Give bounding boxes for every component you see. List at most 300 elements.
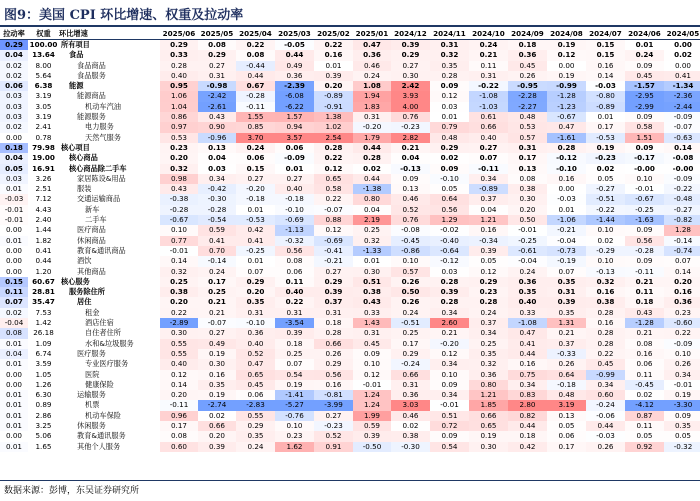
table-row: [0, 277, 700, 287]
mom-value-cell: 0.20: [198, 431, 236, 441]
weight-cell: 7.53: [35, 307, 52, 317]
weight-cell: 8.00: [35, 60, 52, 70]
mom-value-cell: 0.10: [275, 421, 314, 431]
mom-value-cell: -0.19: [547, 256, 586, 266]
mom-value-cell: 0.38: [391, 431, 430, 441]
mom-value-cell: 0.20: [160, 153, 198, 163]
mom-value-cell: -0.17: [625, 153, 664, 163]
column-header: 2024/07: [586, 28, 625, 40]
mom-value-cell: 0.65: [314, 174, 353, 184]
pull-rate-cell: 0.01: [0, 411, 28, 421]
mom-value-cell: -0.14: [664, 236, 700, 246]
table-row: [0, 215, 700, 225]
mom-value-cell: -0.61: [508, 246, 547, 256]
mom-value-cell: -0.10: [547, 164, 586, 174]
mom-value-cell: -0.24: [391, 359, 430, 369]
mom-value-cell: 0.19: [547, 40, 586, 51]
mom-value-cell: 0.10: [586, 256, 625, 266]
mom-value-cell: 0.13: [547, 411, 586, 421]
mom-value-cell: -1.41: [275, 390, 314, 400]
mom-value-cell: 0.11: [625, 287, 664, 297]
mom-value-cell: 0.02: [391, 421, 430, 431]
mom-value-cell: 0.16: [664, 287, 700, 297]
mom-value-cell: -0.89: [586, 102, 625, 112]
mom-value-cell: 0.12: [547, 50, 586, 60]
mom-value-cell: 0.31: [391, 380, 430, 390]
mom-value-cell: 0.09: [625, 112, 664, 122]
mom-value-cell: -0.18: [547, 380, 586, 390]
mom-value-cell: 0.76: [391, 112, 430, 122]
mom-value-cell: -0.21: [547, 225, 586, 235]
item-label: 能源商品: [77, 91, 106, 101]
table-row: [0, 184, 700, 194]
column-header: 拉动率: [0, 28, 28, 40]
mom-value-cell: 0.28: [586, 339, 625, 349]
mom-value-cell: 0.42: [236, 225, 275, 235]
mom-value-cell: -0.53: [236, 215, 275, 225]
pull-rate-cell: 0.00: [0, 267, 28, 277]
mom-value-cell: 0.50: [508, 215, 547, 225]
mom-value-cell: 0.26: [586, 442, 625, 452]
mom-value-cell: 0.53: [160, 133, 198, 143]
mom-value-cell: 0.77: [160, 236, 198, 246]
pull-rate-cell: 0.04: [0, 153, 28, 163]
mom-value-cell: 1.62: [275, 442, 314, 452]
mom-value-cell: -0.01: [353, 380, 391, 390]
mom-value-cell: -0.28: [625, 246, 664, 256]
mom-value-cell: 0.47: [353, 40, 391, 51]
item-label: 食品服务: [77, 70, 106, 80]
item-label: 服装: [77, 184, 92, 194]
column-header: 2025/04: [236, 28, 275, 40]
mom-value-cell: -0.63: [664, 133, 700, 143]
item-label: 水和&垃圾服务: [85, 338, 134, 348]
table-row: [0, 40, 700, 51]
mom-value-cell: 0.35: [236, 297, 275, 307]
mom-value-cell: 0.30: [198, 359, 236, 369]
table-row: [0, 246, 700, 256]
table-row: [0, 411, 700, 421]
mom-value-cell: 0.26: [314, 349, 353, 359]
mom-value-cell: 0.16: [508, 359, 547, 369]
mom-value-cell: 0.34: [198, 174, 236, 184]
mom-value-cell: 0.35: [236, 431, 275, 441]
weight-cell: 7.12: [35, 194, 52, 204]
mom-value-cell: 0.14: [160, 256, 198, 266]
mom-value-cell: -0.09: [275, 153, 314, 163]
mom-value-cell: 0.11: [625, 370, 664, 380]
mom-value-cell: -0.25: [236, 246, 275, 256]
mom-value-cell: 0.46: [391, 194, 430, 204]
mom-value-cell: -2.61: [198, 102, 236, 112]
mom-value-cell: -1.23: [547, 102, 586, 112]
mom-value-cell: -0.42: [198, 184, 236, 194]
item-label: 医疗商品: [77, 225, 106, 235]
mom-value-cell: 0.04: [391, 153, 430, 163]
mom-value-cell: -0.07: [664, 122, 700, 132]
mom-value-cell: -0.51: [586, 194, 625, 204]
mom-value-cell: 0.40: [508, 297, 547, 307]
mom-value-cell: -0.96: [198, 133, 236, 143]
weight-cell: 79.98: [32, 142, 55, 152]
mom-value-cell: -0.53: [586, 133, 625, 143]
mom-value-cell: 0.28: [314, 143, 353, 153]
mom-value-cell: 0.22: [664, 328, 700, 338]
mom-value-cell: 0.49: [198, 339, 236, 349]
mom-value-cell: 2.80: [508, 400, 547, 410]
mom-value-cell: 0.53: [508, 122, 547, 132]
mom-value-cell: 0.15: [236, 164, 275, 174]
mom-value-cell: -0.54: [198, 215, 236, 225]
mom-value-cell: 0.27: [275, 174, 314, 184]
mom-value-cell: 0.18: [625, 297, 664, 307]
mom-value-cell: -0.20: [353, 122, 391, 132]
mom-value-cell: 0.15: [586, 50, 625, 60]
mom-value-cell: 0.70: [198, 246, 236, 256]
mom-value-cell: 0.16: [314, 50, 353, 60]
mom-value-cell: -1.61: [547, 133, 586, 143]
mom-value-cell: -1.38: [353, 184, 391, 194]
mom-value-cell: 0.34: [664, 370, 700, 380]
mom-value-cell: 0.39: [469, 246, 508, 256]
mom-value-cell: 1.31: [547, 318, 586, 328]
pull-rate-cell: 0.00: [0, 246, 28, 256]
mom-value-cell: 0.21: [625, 328, 664, 338]
mom-value-cell: 0.24: [391, 308, 430, 318]
mom-value-cell: 0.17: [160, 421, 198, 431]
mom-value-cell: 0.25: [160, 277, 198, 287]
mom-value-cell: 0.34: [469, 174, 508, 184]
mom-value-cell: 0.22: [275, 297, 314, 307]
mom-value-cell: 0.36: [508, 277, 547, 287]
mom-value-cell: -0.11: [236, 102, 275, 112]
mom-value-cell: 0.07: [664, 256, 700, 266]
item-label: 核心项目: [61, 142, 90, 152]
mom-value-cell: -0.25: [508, 236, 547, 246]
mom-value-cell: 0.38: [508, 184, 547, 194]
mom-value-cell: -0.98: [198, 81, 236, 91]
figure-title: 图9：美国 CPI 环比增速、权重及拉动率: [4, 8, 244, 23]
table-body: [0, 40, 700, 452]
mom-value-cell: 0.67: [236, 81, 275, 91]
mom-value-cell: 0.36: [236, 328, 275, 338]
table-row: [0, 267, 700, 277]
column-header: 环比增速: [59, 28, 160, 40]
mom-value-cell: 0.88: [314, 215, 353, 225]
pull-rate-cell: 0.00: [0, 225, 28, 235]
mom-value-cell: 3.03: [391, 400, 430, 410]
mom-value-cell: 0.28: [586, 308, 625, 318]
mom-value-cell: 0.10: [160, 225, 198, 235]
weight-cell: 4.43: [35, 204, 52, 214]
mom-value-cell: 0.40: [160, 359, 198, 369]
mom-value-cell: -0.07: [198, 318, 236, 328]
weight-cell: 1.09: [35, 338, 52, 348]
footer-rule: [0, 480, 700, 481]
mom-value-cell: 0.44: [236, 71, 275, 81]
mom-value-cell: -0.30: [198, 194, 236, 204]
mom-value-cell: 0.12: [430, 349, 469, 359]
mom-value-cell: 0.45: [586, 359, 625, 369]
mom-value-cell: 0.35: [547, 277, 586, 287]
mom-value-cell: 0.06: [236, 153, 275, 163]
mom-value-cell: 1.24: [353, 390, 391, 400]
weight-cell: 2.51: [35, 184, 52, 194]
table-row: [0, 81, 700, 91]
mom-value-cell: 0.29: [430, 143, 469, 153]
mom-value-cell: 0.41: [236, 236, 275, 246]
table-row: [0, 431, 700, 441]
mom-value-cell: -0.89: [314, 91, 353, 101]
mom-value-cell: -3.30: [664, 400, 700, 410]
table-row: [0, 442, 700, 452]
mom-value-cell: -6.08: [275, 91, 314, 101]
mom-value-cell: 0.35: [508, 287, 547, 297]
table-row: [0, 91, 700, 101]
weight-cell: 1.26: [35, 379, 52, 389]
mom-value-cell: 0.32: [469, 359, 508, 369]
mom-value-cell: -0.23: [391, 122, 430, 132]
mom-value-cell: 0.09: [430, 380, 469, 390]
mom-value-cell: -0.29: [586, 246, 625, 256]
mom-value-cell: -5.27: [275, 400, 314, 410]
mom-value-cell: 0.27: [469, 143, 508, 153]
mom-value-cell: 0.22: [314, 40, 353, 51]
mom-value-cell: 0.07: [469, 153, 508, 163]
mom-value-cell: 0.25: [469, 339, 508, 349]
mom-value-cell: -0.13: [391, 164, 430, 174]
item-label: 健康保险: [85, 379, 114, 389]
item-label: 其他商品: [77, 266, 106, 276]
mom-value-cell: 0.28: [353, 153, 391, 163]
mom-value-cell: 0.38: [353, 287, 391, 297]
mom-value-cell: 0.31: [547, 287, 586, 297]
item-label: 能源服务: [77, 112, 106, 122]
mom-value-cell: 0.85: [236, 122, 275, 132]
mom-value-cell: 3.70: [236, 133, 275, 143]
mom-value-cell: 0.17: [198, 277, 236, 287]
mom-value-cell: 0.23: [469, 287, 508, 297]
mom-value-cell: 0.06: [275, 267, 314, 277]
item-label: 酒店住宿: [85, 318, 114, 328]
weight-cell: 3.05: [35, 101, 52, 111]
mom-value-cell: 0.22: [314, 194, 353, 204]
mom-value-cell: 0.30: [508, 194, 547, 204]
mom-value-cell: -3.99: [314, 400, 353, 410]
mom-value-cell: 0.42: [508, 442, 547, 452]
mom-value-cell: 0.72: [430, 421, 469, 431]
mom-value-cell: 0.11: [275, 277, 314, 287]
mom-value-cell: 0.25: [198, 287, 236, 297]
weight-cell: 0.89: [35, 400, 52, 410]
mom-value-cell: 0.12: [314, 164, 353, 174]
mom-value-cell: 0.47: [508, 328, 547, 338]
mom-value-cell: 0.33: [160, 50, 198, 60]
mom-value-cell: -1.06: [547, 215, 586, 225]
mom-value-cell: 0.23: [664, 308, 700, 318]
pull-rate-cell: 0.02: [0, 61, 28, 71]
mom-value-cell: 3.19: [547, 400, 586, 410]
mom-value-cell: 0.35: [198, 380, 236, 390]
mom-value-cell: -0.09: [664, 112, 700, 122]
mom-value-cell: 0.09: [625, 143, 664, 153]
mom-value-cell: -0.69: [275, 215, 314, 225]
weight-cell: 0.44: [35, 256, 52, 266]
item-label: 专业医疗服务: [85, 359, 129, 369]
mom-value-cell: 0.28: [430, 297, 469, 307]
table-row: [0, 339, 700, 349]
mom-value-cell: -0.41: [314, 246, 353, 256]
mom-value-cell: 0.09: [625, 256, 664, 266]
mom-value-cell: 0.24: [469, 40, 508, 51]
mom-value-cell: 0.24: [508, 267, 547, 277]
mom-value-cell: 0.16: [547, 174, 586, 184]
mom-value-cell: 0.35: [430, 61, 469, 71]
item-label: 机动车汽油: [85, 101, 121, 111]
mom-value-cell: 0.32: [586, 277, 625, 287]
mom-value-cell: 0.38: [160, 287, 198, 297]
mom-value-cell: -0.74: [664, 246, 700, 256]
mom-value-cell: 0.28: [586, 328, 625, 338]
mom-value-cell: 0.38: [586, 297, 625, 307]
cpi-table: [0, 28, 700, 452]
mom-value-cell: 0.44: [275, 50, 314, 60]
mom-value-cell: 0.39: [391, 40, 430, 51]
mom-value-cell: 0.10: [353, 359, 391, 369]
mom-value-cell: 0.65: [469, 421, 508, 431]
mom-value-cell: 0.25: [275, 349, 314, 359]
mom-value-cell: -0.23: [586, 153, 625, 163]
mom-value-cell: 0.36: [469, 370, 508, 380]
mom-value-cell: 0.57: [391, 267, 430, 277]
mom-value-cell: 0.66: [469, 122, 508, 132]
mom-value-cell: 0.19: [275, 380, 314, 390]
mom-value-cell: -0.45: [391, 236, 430, 246]
mom-value-cell: 0.98: [160, 174, 198, 184]
pull-rate-cell: 0.08: [0, 328, 28, 338]
mom-value-cell: 0.52: [314, 431, 353, 441]
mom-value-cell: 0.43: [353, 297, 391, 307]
pull-rate-cell: 0.01: [0, 236, 28, 246]
mom-value-cell: 0.06: [275, 143, 314, 153]
mom-value-cell: 0.12: [430, 91, 469, 101]
mom-value-cell: 0.36: [664, 297, 700, 307]
mom-value-cell: 0.27: [314, 267, 353, 277]
mom-value-cell: 0.05: [469, 256, 508, 266]
mom-value-cell: 0.02: [664, 50, 700, 60]
pull-rate-cell: 0.02: [0, 308, 28, 318]
mom-value-cell: 0.50: [391, 287, 430, 297]
mom-value-cell: -0.00: [625, 164, 664, 174]
mom-value-cell: 0.15: [586, 40, 625, 51]
weight-cell: 2.86: [35, 410, 52, 420]
weight-cell: 5.64: [35, 70, 52, 80]
weight-cell: 5.06: [35, 431, 52, 441]
table-row: [0, 50, 700, 60]
mom-value-cell: 0.03: [198, 164, 236, 174]
mom-value-cell: -1.03: [469, 102, 508, 112]
mom-value-cell: 0.03: [430, 102, 469, 112]
item-label: 其他个人服务: [77, 441, 121, 451]
pull-rate-cell: 0.00: [0, 256, 28, 266]
mom-value-cell: 0.39: [353, 431, 391, 441]
mom-value-cell: 0.18: [508, 40, 547, 51]
mom-value-cell: 0.48: [430, 133, 469, 143]
mom-value-cell: 0.14: [664, 143, 700, 153]
pull-rate-cell: 0.05: [0, 164, 28, 174]
mom-value-cell: -0.64: [430, 246, 469, 256]
item-label: 运输服务: [77, 390, 106, 400]
weight-cell: 2.41: [35, 122, 52, 132]
pull-rate-cell: -0.03: [0, 194, 28, 204]
mom-value-cell: 0.80: [469, 380, 508, 390]
mom-value-cell: 0.94: [275, 122, 314, 132]
source-note: 数据来源：彭博，东吴证券研究所: [4, 486, 140, 496]
mom-value-cell: -0.00: [664, 164, 700, 174]
mom-value-cell: 0.44: [508, 421, 547, 431]
mom-value-cell: 0.43: [625, 308, 664, 318]
mom-value-cell: -0.30: [391, 442, 430, 452]
mom-value-cell: 0.29: [160, 40, 198, 51]
mom-value-cell: -0.10: [236, 318, 275, 328]
mom-value-cell: 0.29: [314, 277, 353, 287]
mom-value-cell: -0.21: [314, 256, 353, 266]
pull-rate-cell: -0.01: [0, 205, 28, 215]
mom-value-cell: -2.28: [508, 91, 547, 101]
column-header: 2025/03: [275, 28, 314, 40]
table-row: [0, 421, 700, 431]
table-row: [0, 174, 700, 184]
mom-value-cell: 0.28: [469, 297, 508, 307]
mom-value-cell: 0.66: [469, 411, 508, 421]
table-row: [0, 287, 700, 297]
mom-value-cell: -0.03: [586, 431, 625, 441]
mom-value-cell: -0.11: [160, 400, 198, 410]
mom-value-cell: 0.32: [430, 50, 469, 60]
mom-value-cell: -0.01: [160, 246, 198, 256]
mom-value-cell: 0.29: [391, 50, 430, 60]
weight-cell: 3.19: [35, 91, 52, 101]
item-label: 核心服务: [61, 276, 90, 286]
weight-cell: 16.91: [32, 163, 55, 173]
mom-value-cell: 1.21: [469, 215, 508, 225]
mom-value-cell: -1.63: [625, 215, 664, 225]
item-label: 电力服务: [85, 122, 114, 132]
mom-value-cell: -0.40: [430, 236, 469, 246]
mom-value-cell: 0.16: [469, 225, 508, 235]
item-label: 食品: [69, 50, 84, 60]
mom-value-cell: -0.23: [314, 421, 353, 431]
mom-value-cell: 0.48: [508, 112, 547, 122]
mom-value-cell: 1.38: [314, 112, 353, 122]
weight-cell: 2.40: [35, 215, 52, 225]
mom-value-cell: -0.51: [391, 318, 430, 328]
mom-value-cell: -0.27: [664, 205, 700, 215]
item-label: 所有项目: [61, 40, 90, 49]
pull-rate-cell: 0.01: [0, 442, 28, 452]
column-header: 权重: [28, 28, 59, 40]
mom-value-cell: 1.29: [430, 215, 469, 225]
mom-value-cell: 0.30: [353, 267, 391, 277]
pull-rate-cell: 0.00: [0, 133, 28, 143]
mom-value-cell: -0.76: [275, 411, 314, 421]
mom-value-cell: 0.28: [547, 143, 586, 153]
mom-value-cell: -4.12: [625, 400, 664, 410]
mom-value-cell: 0.29: [314, 359, 353, 369]
mom-value-cell: 0.56: [625, 236, 664, 246]
mom-value-cell: 0.34: [430, 390, 469, 400]
pull-rate-cell: 0.00: [0, 370, 28, 380]
